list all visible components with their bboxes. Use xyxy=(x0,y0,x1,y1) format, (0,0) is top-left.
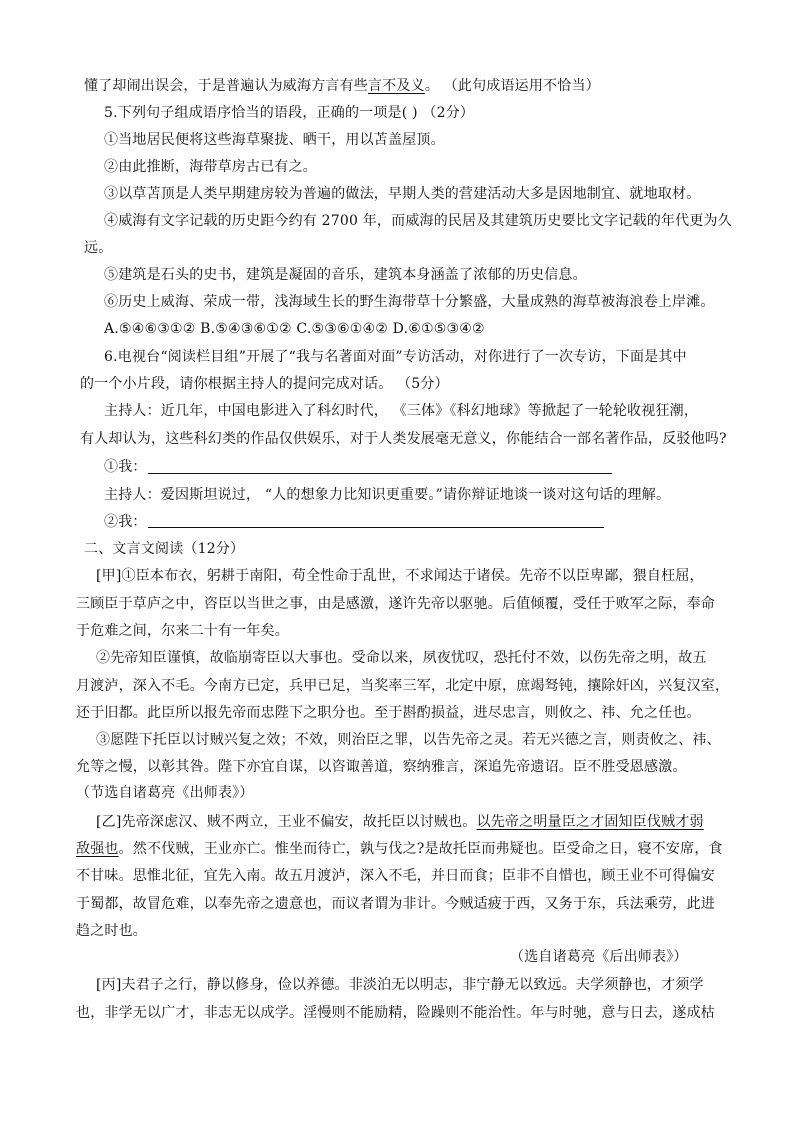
text-segment: 。然不伐贼，王业亦亡。惟坐而待亡，孰与伐之?是故托臣而弗疑也。臣受命之日，寝不安席，食 xyxy=(118,841,723,857)
text-line xyxy=(84,76,600,96)
text-segment: 懂了却闹出误会，于是普遍认为威海方言有些 xyxy=(84,78,368,94)
host-question-1-cont: 有人却认为，这些科幻类的作品仅供娱乐，对于人类发展毫无意义，你能结合一部名著作品，反驳他吗? xyxy=(80,431,727,447)
answer-line-2[interactable] xyxy=(148,527,604,528)
passage-jia-line: [甲]①臣本布衣，躬耕于南阳，苟全性命于乱世，不求闻达于诸侯。先帝不以臣卑鄙，猥自枉屈， xyxy=(96,568,704,584)
passage-yi-line xyxy=(76,839,723,859)
question-6-stem-cont: 的一个小片段，请你根据主持人的提问完成对话。 （5分） xyxy=(80,376,449,392)
passage-jia-line: ②先帝知臣谨慎，故临崩寄臣以大事也。受命以来，夙夜忧叹，恐托付不效，以伤先帝之明，故五 xyxy=(96,650,707,666)
q5-sentence-3: ③以草苫顶是人类早期建房较为普遍的做法，早期人类的营建活动大多是因地制宜、就地取材。 xyxy=(104,186,701,202)
answer-line-1[interactable] xyxy=(148,473,612,474)
passage-bing-line: 也，非学无以广才，非志无以成学。淫慢则不能励精，险躁则不能治性。年与时驰，意与日去，遂成枯 xyxy=(76,1005,715,1021)
underlined-sentence: 敌强也 xyxy=(76,841,119,857)
host-question-1: 主持人：近几年，中国电影进入了科幻时代， 《三体》《科幻地球》等掀起了一轮轮收视狂潮， xyxy=(104,403,699,419)
passage-yi-line xyxy=(96,812,704,832)
q5-options: A.⑤④⑥③①② B.⑤④③⑥①② C.⑤③⑥①④② D.⑥①⑤③④② xyxy=(104,321,485,337)
section-heading: 二、文言文阅读（12分） xyxy=(84,541,245,557)
passage-jia-line: 还于旧都。此臣所以报先帝而忠陛下之职分也。至于斟酌损益，进尽忠言，则攸之、祎、允之任也。 xyxy=(76,705,701,721)
q5-sentence-5: ⑤建筑是石头的史书，建筑是凝固的音乐，建筑本身涵盖了浓郁的历史信息。 xyxy=(104,267,587,283)
underlined-idiom: 言不及义 xyxy=(368,78,425,94)
text-segment: 。 （此句成语运用不恰当） xyxy=(424,78,600,94)
passage-jia-line: ③愿陛下托臣以讨贼兴复之效；不效，则治臣之罪，以告先帝之灵。若无兴德之言，则责攸之、祎、 xyxy=(96,732,721,748)
q5-sentence-4-cont: 远。 xyxy=(84,240,113,256)
q5-sentence-1: ①当地居民便将这些海草聚拢、晒干，用以苫盖屋顶。 xyxy=(104,132,445,148)
passage-yi-line: 趋之时也。 xyxy=(76,923,147,939)
passage-jia-line: 三顾臣于草庐之中，咨臣以当世之事，由是感激，遂许先帝以驱驰。后值倾覆，受任于败军之际，奉命 xyxy=(76,596,715,612)
text-segment: [乙]先帝深虑汉、贼不两立，王业不偏安，故托臣以讨贼也。 xyxy=(96,814,477,830)
q5-sentence-4: ④威海有文字记载的历史距今约有 2700 年，而威海的民居及其建筑历史要比文字记载的年代更为久 xyxy=(104,213,732,229)
host-question-2: 主持人：爱因斯坦说过， “人的想象力比知识更重要。”请你辩证地谈一谈对这句话的理解。 xyxy=(104,487,671,503)
answer-label-2: ②我： xyxy=(104,514,147,530)
passage-bing-line: [丙]夫君子之行，静以修身，俭以养德。非淡泊无以明志，非宁静无以致远。夫学须静也，才须学 xyxy=(96,977,704,993)
underlined-sentence: 以先帝之明量臣之才固知臣伐贼才弱 xyxy=(476,814,704,830)
q5-sentence-6: ⑥历史上威海、荣成一带，浅海域生长的野生海带草十分繁盛，大量成熟的海草被海浪卷上岸滩。 xyxy=(104,294,715,310)
answer-label-1: ①我： xyxy=(104,459,147,475)
passage-yi-source: （选自诸葛亮《后出师表》） xyxy=(510,949,688,965)
question-5-stem: 5.下列句子组成语序恰当的语段，正确的一项是( ) （2分） xyxy=(104,105,475,121)
passage-jia-source: （节选自诸葛亮《出师表》） xyxy=(76,785,254,801)
q5-sentence-2: ②由此推断，海带草房古已有之。 xyxy=(104,159,317,175)
passage-yi-line: 不甘味。思惟北征，宜先入南。故五月渡泸，深入不毛，并日而食；臣非不自惜也，顾王业不可得偏安 xyxy=(76,868,715,884)
passage-jia-line: 月渡泸，深入不毛。今南方已定，兵甲已足，当奖率三军，北定中原，庶竭驽钝，攘除奸凶，兴复汉室， xyxy=(76,678,730,694)
passage-jia-line: 于危难之间，尔来二十有一年矣。 xyxy=(76,623,289,639)
passage-jia-line: 允等之慢，以彰其咎。陛下亦宜自谋，以咨诹善道，察纳雅言，深追先帝遗诏。臣不胜受恩感激。 xyxy=(76,759,687,775)
passage-yi-line: 于蜀都，故冒危难，以奉先帝之遗意也，而议者谓为非计。今贼适疲于西，又务于东，兵法乘劳，此进 xyxy=(76,896,715,912)
question-6-stem: 6.电视台“阅读栏目组”开展了“我与名著面对面”专访活动，对你进行了一次专访，下面是其中 xyxy=(104,349,687,365)
